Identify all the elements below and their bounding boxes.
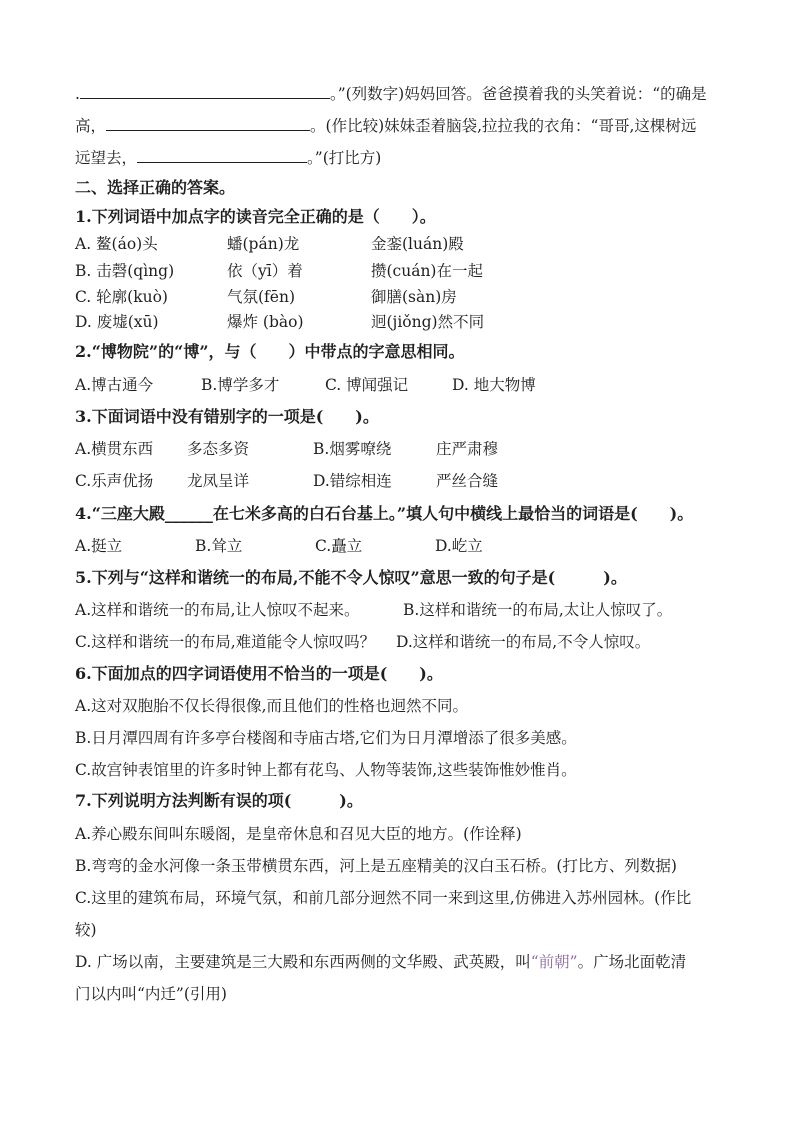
q6-opt-c[interactable]: C.故宫钟表馆里的许多时钟上都有花鸟、人物等装饰,这些装饰惟妙惟肖。 [75, 761, 577, 779]
q3-opt-b1[interactable]: B.烟雾嘹绕 [313, 440, 392, 458]
q7-opt-c-line2: 较) [75, 921, 97, 939]
q1-opt-d2: 爆炸 (bào) [227, 313, 304, 331]
intro-line-1 [75, 84, 707, 104]
q5-opt-a[interactable]: A.这样和谐统一的布局,让人惊叹不起来。 [75, 601, 360, 619]
q1-opt-a1[interactable]: A. 鳌(áo)头 [75, 235, 158, 253]
q7-opt-b[interactable]: B.弯弯的金水河像一条玉带横贯东西，河上是五座精美的汉白玉石桥。(打比方、列数据) [75, 857, 677, 875]
q3-opt-a1[interactable]: A.横贯东西 [75, 440, 154, 458]
q3-opt-b2: 庄严肃穆 [436, 440, 499, 458]
q6-opt-b[interactable]: B.日月潭四周有许多亭台楼阁和寺庙古塔,它们为日月潭增添了很多美感。 [75, 729, 577, 747]
q1-stem: 1.下列词语中加点字的读音完全正确的是（ ）。 [75, 207, 436, 226]
q4-stem: 4.“三座大殿______在七米多高的白石台基上。”填人句中横线上最恰当的词语是( )。 [75, 504, 694, 523]
q2-opt-a[interactable]: A.博古通今 [75, 376, 154, 394]
q3-stem: 3.下面词语中没有错别字的一项是( )。 [75, 407, 379, 426]
q5-opt-c[interactable]: C.这样和谐统一的布局,难道能令人惊叹吗？ [75, 633, 376, 651]
q7-opt-d-text-end: 。广场北面乾清 [577, 953, 687, 971]
q6-stem: 6.下面加点的四字词语使用不恰当的一项是( )。 [75, 664, 443, 683]
q5-opt-d[interactable]: D.这样和谐统一的布局,不令人惊叹。 [396, 633, 651, 651]
intro-line-2 [75, 116, 696, 136]
intro-dot: . [75, 85, 80, 103]
intro-line-3-lead: 远望去， [75, 149, 138, 167]
q1-opt-b1[interactable]: B. 击磬(qìng) [75, 262, 175, 280]
intro-line-1-text: 。”(列数字)妈妈回答。爸爸摸着我的头笑着说：“的确是 [329, 85, 707, 103]
q2-opt-d[interactable]: D. 地大物博 [452, 376, 536, 394]
q4-opt-c[interactable]: C.矗立 [315, 537, 363, 555]
q4-opt-a[interactable]: A.挺立 [75, 537, 123, 555]
q5-stem: 5.下列与“这样和谐统一的布局,不能不令人惊叹”意思一致的句子是( )。 [75, 568, 627, 587]
q3-opt-c1[interactable]: C.乐声优扬 [75, 472, 154, 490]
q1-opt-b3: 攒(cuán)在一起 [371, 262, 483, 280]
answer-blank-3[interactable] [137, 148, 307, 163]
answer-blank-2[interactable] [106, 116, 310, 131]
q7-opt-d-text: D. 广场以南，主要建筑是三大殿和东西两侧的文华殿、武英殿，叫 [75, 953, 531, 971]
q7-opt-d-line1[interactable] [75, 952, 686, 972]
q1-opt-c3: 御膳(sàn)房 [371, 288, 457, 306]
q7-opt-d-highlight: “前朝” [530, 953, 578, 971]
q6-opt-a[interactable]: A.这对双胞胎不仅长得很像,而且他们的性格也迥然不同。 [75, 697, 469, 715]
q7-opt-d-line2: 门以内叫“内迁”(引用) [75, 985, 227, 1003]
q7-stem: 7.下列说明方法判断有误的项( )。 [75, 791, 363, 810]
q3-opt-d1[interactable]: D.错综相连 [313, 472, 392, 490]
intro-line-3 [75, 148, 381, 168]
q3-opt-a2: 多态多资 [187, 440, 250, 458]
q2-opt-b[interactable]: B.博学多才 [201, 376, 280, 394]
q2-opt-c[interactable]: C. 博闻强记 [325, 376, 409, 394]
q1-opt-a3: 金銮(luán)殿 [371, 235, 464, 253]
q1-opt-c2: 气氛(fēn) [227, 288, 295, 306]
q3-opt-d2: 严丝合缝 [436, 472, 499, 490]
q7-opt-c-line1[interactable]: C.这里的建筑布局，环境气氛，和前几部分迥然不同一来到这里,仿佛进入苏州园林。(作比 [75, 889, 692, 907]
q2-stem: 2.“博物院”的“博”，与（ ）中带点的字意思相同。 [75, 342, 465, 361]
q1-opt-a2: 蟠(pán)龙 [227, 235, 300, 253]
q1-opt-c1[interactable]: C. 轮廓(kuò) [75, 288, 168, 306]
q7-opt-a[interactable]: A.养心殿东间叫东暖阁，是皇帝休息和召见大臣的地方。(作诠释) [75, 825, 522, 843]
section-title: 二、选择正确的答案。 [75, 178, 236, 197]
q3-opt-c2: 龙凤呈详 [187, 472, 250, 490]
q4-opt-b[interactable]: B.耸立 [195, 537, 243, 555]
q5-opt-b[interactable]: B.这样和谐统一的布局,太让人惊叹了。 [403, 601, 673, 619]
q4-opt-d[interactable]: D.屹立 [435, 537, 483, 555]
intro-line-3-text: 。”(打比方) [307, 149, 382, 167]
intro-line-2-text: 。(作比较)妹妹歪着脑袋,拉拉我的衣角：“哥哥,这棵树远 [310, 117, 697, 135]
q1-opt-d3: 迥(jiǒng)然不同 [371, 313, 485, 331]
answer-blank-1[interactable] [80, 84, 330, 99]
q1-opt-b2: 依（yī）着 [227, 262, 303, 280]
intro-line-2-lead: 高， [75, 117, 107, 135]
q1-opt-d1[interactable]: D. 废墟(xū) [75, 313, 159, 331]
